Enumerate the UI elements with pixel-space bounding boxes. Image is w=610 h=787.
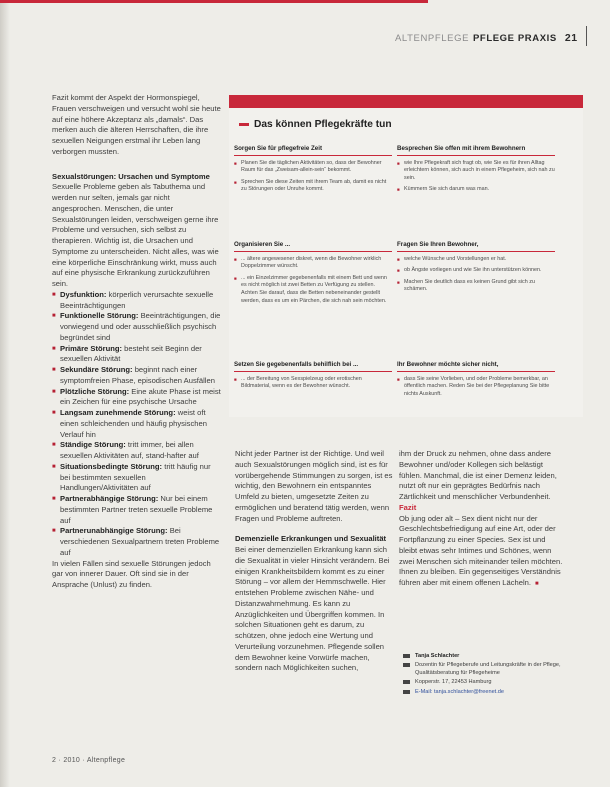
author-email-row: E-Mail: tanja.schlachter@freenet.de (403, 689, 578, 696)
box-left-section-3 (234, 361, 392, 395)
author-name-row: Tanja Schlachter (403, 653, 578, 660)
header-section-bold: PFLEGE PRAXIS (473, 33, 557, 44)
box-item: ■ Sprechen Sie diese Zeiten mit ihrem Team ab, damit es nicht zu Störungen oder Unruhe kommt. (234, 179, 392, 194)
box-right-section-2 (397, 241, 555, 298)
list-item: ■ Partnerabhängige Störung: Nur bei einem bestimmten Partner treten sexuelle Probleme auf (52, 494, 222, 526)
left-column (52, 93, 222, 591)
box-item: ■ ... ältere angewesener diskret, wenn die Bewohner wirklich Doppelzimmer wünscht. (234, 256, 392, 271)
box-item: ■ ... ein Einzelzimmer gegebenenfalls mit einem Bett und wenn es nicht möglich ist zwei Betten zu Verfügung zu stellen. Achten Sie darauf, dass die Betten nebeneinander gestellt werden, dass es um ein Pärchen, die sich nah sein möchten. (234, 275, 392, 305)
person-icon (403, 654, 410, 658)
box-item: ■ Kümmern Sie sich darum was man. (397, 186, 555, 194)
top-red-rule (0, 0, 428, 3)
box-title: Das können Pflegekräfte tun (239, 119, 392, 130)
running-header (395, 32, 578, 44)
right-column (399, 449, 564, 590)
box-item: ■ welche Wünsche und Vorstellungen er hat. (397, 256, 555, 264)
box-item: ■ ob Ängste vorliegen und wie Sie ihn unterstützen können. (397, 267, 555, 275)
section-heading: Demenzielle Erkrankungen und Sexualität (235, 534, 387, 544)
body-paragraph: ihm der Druck zu nehmen, ohne dass andere Bewohner und/oder Kollegen sich belästigt fühlen. Manchmal, die ist einer Demenz leiden, nutzt oft nur ein geprägtes Bedürfnis nach Zärtlichkeit und menschlicher Verbundenheit. (399, 449, 557, 501)
page-number: 21 (564, 32, 578, 44)
list-item: ■ Funktionelle Störung: Beeinträchtigungen, die vorwiegend und oder ausschließlich psychisch begründet sind (52, 311, 222, 343)
briefcase-icon (403, 663, 410, 667)
box-section-heading: Ihr Bewohner möchte sicher nicht, (397, 361, 555, 372)
title-dash-icon (239, 123, 249, 126)
box-item: ■ wie Ihre Pflegekraft sich fragt ob, wie Sie es für ihren Alltag erleichtern können, sich auch in einem Pflegeheim, sich nah zu sein. (397, 160, 555, 183)
header-divider (586, 26, 587, 46)
section-heading: Sexualstörungen: Ursachen und Symptome (52, 171, 210, 181)
disorder-list (52, 290, 222, 559)
list-item: ■ Situationsbedingte Störung: tritt häufig nur bei bestimmten sexuellen Handlungen/Aktivitäten auf (52, 462, 222, 494)
box-item: ■ dass Sie seine Vorlieben, und oder Probleme bemerkbar, an öffentlich machen. Reden Sie bei der Pflegeplanung Sie bitte nichts Auskunft. (397, 376, 555, 399)
page-footer: 2 · 2010 · Altenpflege (52, 757, 126, 764)
box-section-heading: Sorgen Sie für pflegefreie Zeit (234, 145, 392, 156)
page-gutter-shade (0, 0, 10, 787)
box-item: ■ Planen Sie die täglichen Aktivitäten so, dass der Bewohner Raum für das „Zweisam-allein-sein“ bekommt. (234, 160, 392, 175)
box-left-section-1 (234, 145, 392, 198)
tips-box (229, 95, 583, 417)
outro-paragraph: In vielen Fällen sind sexuelle Störungen jedoch gar von innerer Dauer. Oft sind sie in der Ansprache (Unlust) zu finden. (52, 558, 211, 589)
box-section-heading: Fragen Sie Ihren Bewohner, (397, 241, 555, 252)
body-paragraph: Nicht jeder Partner ist der Richtige. Und weil auch Sexualstörungen möglich sind, ist es für vorübergehende Stimmungen zu sorgen, ist es wichtig, den Bewohnern ein entspanntes Umfeld zu bieten, umgesetzte Zeiten zu ermöglichen und beratend tätig werden, wenn Fragen und Probleme auftreten. (235, 449, 393, 523)
author-info (403, 653, 578, 698)
box-item: ■ ... der Bereitung von Sexspielzeug oder erotischen Bildmaterial, wenn es der Bewohner wünscht. (234, 376, 392, 391)
body-paragraph: Bei einer demenziellen Erkrankung kann sich die Sexualität in vieler Hinsicht verändern. Bei einigen Krankheitsbildern kommt es zu einer Störung – vor allem der Hemmschwelle. Hier entstehen Probleme zwischen Nähe- und Distanzwahrnehmung. Es kann zu Anzüglichkeiten und Übergriffen kommen. In solchen Situationen geht es darum, zu schützen, ohne jedoch eine Wertung und Verurteilung vorzunehmen. Pflegende sollen dem Bewohner keine Vorwürfe machen, sondern nach Möglichkeiten suchen, (235, 545, 390, 673)
header-section: ALTENPFLEGE (395, 33, 469, 44)
end-mark-icon: ■ (535, 581, 539, 587)
conclusion-paragraph: Ob jung oder alt – Sex dient nicht nur der Geschlechtsbefriedigung auf eine Art, oder der Fortpflanzung zu einer Species. Sex ist und bleibt etwas sehr Intimes und Schönes, wenn zwei Menschen sich miteinander teilen möchten. Ihnen zu bleiben. Ein gegenseitiges Verständnis führen aber mit einem offenen Lächeln. ■ (399, 513, 563, 587)
box-left-section-2 (234, 241, 392, 309)
list-item: ■ Langsam zunehmende Störung: weist oft einen schleichenden und häufig physischen Verlauf hin (52, 408, 222, 440)
middle-column (235, 449, 395, 674)
mail-icon (403, 690, 410, 694)
list-item: ■ Partnerunabhängige Störung: Bei verschiedenen Sexualpartnern treten Probleme auf (52, 526, 222, 558)
author-role-row: Dozentin für Pflegeberufe und Leitungskräfte in der Pflege, Qualitätsberatung für Pflegeheime (403, 662, 578, 677)
author-address-row: Kopperstr. 17, 22453 Hamburg (403, 679, 578, 686)
intro-paragraph: Fazit kommt der Aspekt der Hormonspiegel, Frauen verschweigen und versucht wohl sie heute auf eine höhere Akzeptanz als „damals“. Das merken auch die älteren Herrschaften, die ihre sexuellen Neigungen erstmal ihr Leben lang verborgen mussten. (52, 93, 221, 156)
box-section-heading: Besprechen Sie offen mit ihrem Bewohnern (397, 145, 555, 156)
list-item: ■ Dysfunktion: körperlich verursachte sexuelle Beeinträchtigungen (52, 290, 222, 312)
box-section-heading: Organisieren Sie ... (234, 241, 392, 252)
list-item: ■ Plötzliche Störung: Eine akute Phase ist meist ein Zeichen für eine psychische Ursache (52, 387, 222, 409)
body-paragraph: Sexuelle Probleme geben als Tabuthema und werden nur selten, jemals gar nicht angesprochen. Menschen, die unter Sexualstörungen leiden, verschweigen gerne ihre Probleme und versuchen, sich selbst zu therapieren. Wichtig ist, die Ursachen und Symptome zu unterscheiden. Nicht alles, was wie eine körperliche Einschränkung wirkt, muss auch auf eine physische Erkrankung zurückzuführen sein. (52, 182, 219, 288)
conclusion-heading: Fazit (399, 502, 417, 512)
box-item: ■ Machen Sie deutlich dass es keinen Grund gibt sich zu schämen. (397, 279, 555, 294)
list-item: ■ Sekundäre Störung: beginnt nach einer symptomfreien Phase, episodischen Ausfällen (52, 365, 222, 387)
list-item: ■ Primäre Störung: besteht seit Beginn der sexuellen Aktivität (52, 344, 222, 366)
box-right-section-3 (397, 361, 555, 402)
home-icon (403, 680, 410, 684)
list-item: ■ Ständige Störung: tritt immer, bei allen sexuellen Aktivitäten auf, stand-hafter auf (52, 440, 222, 462)
box-red-bar (229, 95, 583, 108)
box-right-section-1 (397, 145, 555, 198)
box-section-heading: Setzen Sie gegebenenfalls behilflich bei ... (234, 361, 392, 372)
